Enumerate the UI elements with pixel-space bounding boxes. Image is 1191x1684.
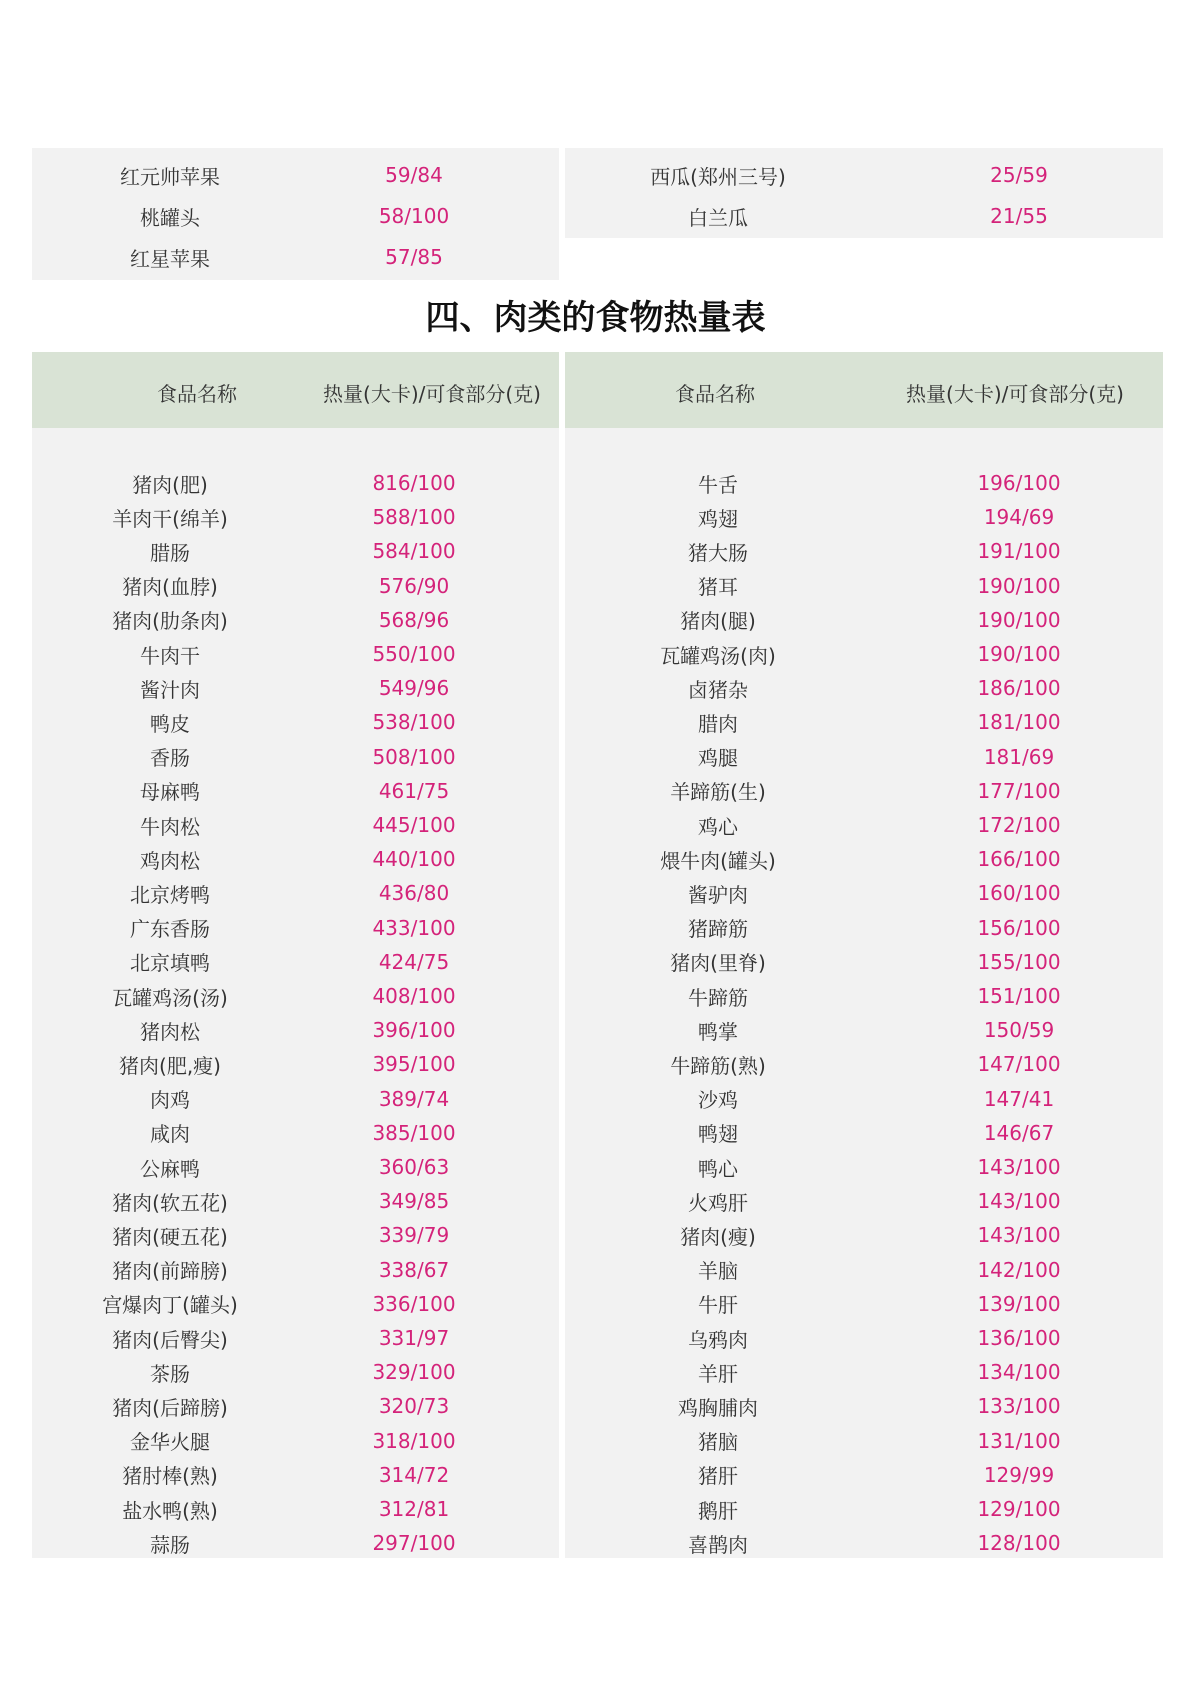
- calorie-value: 139/100: [977, 1291, 1061, 1316]
- meat-table-right-header: [565, 352, 1163, 428]
- calorie-value: 59/84: [385, 163, 443, 187]
- table-row: [70, 240, 494, 274]
- calorie-value: 155/100: [977, 949, 1061, 974]
- food-name: 白兰瓜: [688, 205, 748, 230]
- food-name: 猪大肠: [688, 540, 748, 565]
- calorie-value: 128/100: [977, 1531, 1061, 1556]
- table-row: [70, 158, 494, 192]
- section-title: 四、肉类的食物热量表: [425, 298, 766, 338]
- calorie-value: 134/100: [977, 1360, 1061, 1385]
- calorie-value: 191/100: [977, 539, 1061, 564]
- food-name: 猪脑: [698, 1430, 738, 1455]
- food-name: 鸡肉松: [140, 848, 200, 873]
- table-row: [618, 1492, 1099, 1526]
- food-name: 卤猪杂: [688, 677, 748, 702]
- table-row: [70, 534, 494, 568]
- food-name: 牛肉松: [140, 814, 200, 839]
- food-name: 肉鸡: [150, 1088, 190, 1113]
- table-row: [70, 1082, 494, 1116]
- table-row: [618, 199, 1099, 233]
- table-row: [70, 637, 494, 671]
- calorie-value: 133/100: [977, 1394, 1061, 1419]
- food-name: 猪肉(里脊): [670, 951, 766, 976]
- calorie-value: 549/96: [378, 676, 450, 701]
- food-name: 牛肉干: [140, 643, 200, 668]
- table-row: [70, 1184, 494, 1218]
- table-row: [618, 603, 1099, 637]
- food-name: 酱汁肉: [140, 677, 200, 702]
- food-name: 金华火腿: [130, 1430, 210, 1455]
- calorie-value: 194/69: [983, 505, 1055, 530]
- food-name: 羊肝: [698, 1361, 738, 1386]
- table-row: [618, 842, 1099, 876]
- food-name: 北京填鸭: [130, 951, 210, 976]
- calorie-value: 143/100: [977, 1223, 1061, 1248]
- table-row: [618, 466, 1099, 500]
- table-row: [70, 1389, 494, 1423]
- table-row: [618, 1389, 1099, 1423]
- table-row: [618, 774, 1099, 808]
- table-row: [618, 1082, 1099, 1116]
- food-name: 瓦罐鸡汤(汤): [112, 985, 228, 1010]
- calorie-value: 588/100: [372, 505, 456, 530]
- calorie-value: 433/100: [372, 915, 456, 940]
- calorie-value: 320/73: [378, 1394, 450, 1419]
- calorie-value: 58/100: [378, 204, 450, 228]
- table-row: [70, 1150, 494, 1184]
- food-name: 咸肉: [150, 1122, 190, 1147]
- food-name: 鸭翅: [698, 1122, 738, 1147]
- table-row: [618, 1424, 1099, 1458]
- table-row: [70, 808, 494, 842]
- calorie-value: 190/100: [977, 573, 1061, 598]
- food-name: 猪肉(软五花): [112, 1190, 228, 1215]
- calorie-value: 424/75: [378, 949, 450, 974]
- food-name: 广东香肠: [130, 917, 210, 942]
- calorie-value: 339/79: [378, 1223, 450, 1248]
- food-name: 红元帅苹果: [120, 164, 220, 189]
- calorie-value: 461/75: [378, 778, 450, 803]
- table-row: [70, 1253, 494, 1287]
- food-name: 羊肉干(绵羊): [112, 506, 228, 531]
- table-row: [618, 1218, 1099, 1252]
- calorie-value: 131/100: [977, 1428, 1061, 1453]
- food-name: 猪肉松: [140, 1019, 200, 1044]
- table-row: [70, 1047, 494, 1081]
- calorie-value: 440/100: [372, 847, 456, 872]
- calorie-value: 186/100: [977, 676, 1061, 701]
- table-row: [70, 1355, 494, 1389]
- calorie-value: 181/100: [977, 710, 1061, 735]
- food-name: 鹅肝: [698, 1498, 738, 1523]
- food-name: 酱驴肉: [688, 882, 748, 907]
- meat-table-left-header: [32, 352, 559, 428]
- food-name: 北京烤鸭: [130, 882, 210, 907]
- table-row: [70, 1218, 494, 1252]
- calorie-value: 190/100: [977, 642, 1061, 666]
- food-name: 猪肝: [698, 1464, 738, 1489]
- table-row: [618, 1526, 1099, 1560]
- table-row: [70, 979, 494, 1013]
- calorie-value: 395/100: [372, 1052, 456, 1077]
- calorie-value: 550/100: [372, 642, 456, 666]
- table-row: [618, 808, 1099, 842]
- calorie-value: 177/100: [977, 778, 1061, 803]
- calorie-value: 436/80: [378, 881, 450, 906]
- calorie-value: 396/100: [372, 1018, 456, 1043]
- table-row: [70, 774, 494, 808]
- food-name: 蒜肠: [150, 1532, 190, 1557]
- food-name: 鸭心: [698, 1156, 738, 1181]
- table-row: [618, 1458, 1099, 1492]
- table-row: [618, 705, 1099, 739]
- calorie-value: 816/100: [372, 471, 456, 495]
- food-name: 煨牛肉(罐头): [660, 848, 776, 873]
- calorie-value: 150/59: [983, 1018, 1055, 1043]
- food-name: 乌鸦肉: [688, 1327, 748, 1352]
- calorie-value: 21/55: [990, 204, 1048, 228]
- food-name: 猪肉(后蹄膀): [112, 1395, 228, 1420]
- table-row: [70, 671, 494, 705]
- calorie-value: 338/67: [378, 1257, 450, 1282]
- calorie-value: 129/100: [977, 1497, 1061, 1521]
- table-row: [618, 911, 1099, 945]
- calorie-value: 156/100: [977, 915, 1061, 940]
- table-row: [618, 500, 1099, 534]
- calorie-value: 538/100: [372, 710, 456, 735]
- table-row: [618, 1355, 1099, 1389]
- food-name: 猪肉(肋条肉): [112, 609, 228, 634]
- header-name-col: 食品名称: [157, 382, 237, 406]
- calorie-value: 336/100: [372, 1291, 456, 1316]
- food-name: 猪肉(硬五花): [112, 1224, 228, 1249]
- calorie-value: 147/41: [983, 1086, 1055, 1111]
- food-name: 腊肠: [150, 540, 190, 565]
- table-row: [70, 500, 494, 534]
- table-row: [70, 1013, 494, 1047]
- food-name: 羊蹄筋(生): [670, 780, 766, 805]
- food-name: 羊脑: [698, 1259, 738, 1284]
- calorie-value: 147/100: [977, 1052, 1061, 1077]
- food-name: 香肠: [150, 746, 190, 771]
- calorie-value: 129/99: [983, 1462, 1055, 1487]
- calorie-value: 568/96: [378, 607, 450, 632]
- food-name: 腊肉: [698, 711, 738, 736]
- calorie-value: 166/100: [977, 847, 1061, 872]
- header-value-col: 热量(大卡)/可食部分(克): [323, 382, 541, 406]
- table-row: [70, 1458, 494, 1492]
- calorie-value: 360/63: [378, 1155, 450, 1179]
- calorie-value: 181/69: [983, 744, 1055, 769]
- table-row: [70, 945, 494, 979]
- table-row: [618, 1116, 1099, 1150]
- calorie-value: 57/85: [385, 245, 443, 269]
- table-row: [70, 1526, 494, 1560]
- food-name: 猪肉(肥): [132, 472, 208, 497]
- table-row: [618, 1184, 1099, 1218]
- food-name: 牛蹄筋: [688, 985, 748, 1010]
- food-name: 西瓜(郑州三号): [650, 164, 786, 189]
- food-name: 猪肉(前蹄膀): [112, 1259, 228, 1284]
- calorie-value: 160/100: [977, 881, 1061, 906]
- food-name: 母麻鸭: [140, 780, 200, 805]
- table-row: [618, 740, 1099, 774]
- food-name: 猪肉(后臀尖): [112, 1327, 228, 1352]
- table-row: [618, 1321, 1099, 1355]
- table-row: [70, 569, 494, 603]
- table-row: [70, 1492, 494, 1526]
- calorie-value: 312/81: [378, 1497, 450, 1521]
- table-row: [618, 637, 1099, 671]
- header-value-col: 热量(大卡)/可食部分(克): [906, 382, 1124, 406]
- food-name: 鸡胸脯肉: [678, 1395, 758, 1420]
- calorie-value: 349/85: [378, 1189, 450, 1214]
- food-name: 喜鹊肉: [688, 1532, 748, 1557]
- calorie-value: 172/100: [977, 813, 1061, 837]
- table-row: [618, 569, 1099, 603]
- table-row: [618, 534, 1099, 568]
- calorie-value: 151/100: [977, 984, 1061, 1008]
- food-name: 鸡心: [698, 814, 738, 839]
- header-name-col: 食品名称: [675, 382, 755, 406]
- table-row: [70, 911, 494, 945]
- food-name: 猪蹄筋: [688, 917, 748, 942]
- food-name: 猪肉(瘦): [680, 1224, 756, 1249]
- calorie-value: 143/100: [977, 1189, 1061, 1214]
- table-row: [618, 1150, 1099, 1184]
- calorie-value: 331/97: [378, 1326, 450, 1350]
- food-name: 瓦罐鸡汤(肉): [660, 643, 776, 668]
- table-row: [618, 945, 1099, 979]
- calorie-value: 142/100: [977, 1257, 1061, 1282]
- food-name: 鸭皮: [150, 711, 190, 736]
- table-row: [618, 1013, 1099, 1047]
- calorie-value: 146/67: [983, 1120, 1055, 1145]
- food-name: 鸡腿: [698, 746, 738, 771]
- calorie-value: 508/100: [372, 744, 456, 769]
- calorie-value: 329/100: [372, 1360, 456, 1385]
- table-row: [70, 603, 494, 637]
- food-name: 鸭掌: [698, 1019, 738, 1044]
- table-row: [70, 876, 494, 910]
- calorie-value: 196/100: [977, 471, 1061, 495]
- calorie-value: 584/100: [372, 539, 456, 564]
- calorie-value: 318/100: [372, 1428, 456, 1453]
- calorie-value: 445/100: [372, 813, 456, 837]
- food-name: 盐水鸭(熟): [122, 1498, 218, 1523]
- food-name: 猪肉(血脖): [122, 575, 218, 600]
- table-row: [70, 199, 494, 233]
- calorie-value: 576/90: [378, 573, 450, 598]
- table-row: [618, 1253, 1099, 1287]
- calorie-value: 297/100: [372, 1531, 456, 1556]
- table-row: [70, 466, 494, 500]
- food-name: 火鸡肝: [688, 1190, 748, 1215]
- food-name: 宫爆肉丁(罐头): [102, 1293, 238, 1318]
- food-name: 猪肉(腿): [680, 609, 756, 634]
- food-name: 牛舌: [698, 472, 738, 497]
- table-row: [70, 740, 494, 774]
- table-row: [70, 842, 494, 876]
- table-row: [618, 158, 1099, 192]
- table-row: [618, 671, 1099, 705]
- food-name: 茶肠: [150, 1361, 190, 1386]
- calorie-value: 190/100: [977, 607, 1061, 632]
- table-row: [618, 1287, 1099, 1321]
- food-name: 牛蹄筋(熟): [670, 1053, 766, 1078]
- food-name: 猪肘棒(熟): [122, 1464, 218, 1489]
- food-name: 牛肝: [698, 1293, 738, 1318]
- food-name: 猪耳: [698, 575, 738, 600]
- food-name: 红星苹果: [130, 246, 210, 271]
- table-row: [618, 876, 1099, 910]
- table-row: [70, 1424, 494, 1458]
- food-name: 公麻鸭: [140, 1156, 200, 1181]
- food-name: 猪肉(肥,瘦): [119, 1053, 221, 1078]
- calorie-value: 25/59: [990, 163, 1048, 187]
- table-row: [618, 1047, 1099, 1081]
- food-name: 鸡翅: [698, 506, 738, 531]
- food-name: 沙鸡: [698, 1088, 738, 1113]
- table-row: [70, 1116, 494, 1150]
- table-row: [70, 705, 494, 739]
- table-row: [618, 979, 1099, 1013]
- calorie-value: 143/100: [977, 1155, 1061, 1179]
- calorie-value: 408/100: [372, 984, 456, 1008]
- calorie-value: 136/100: [977, 1326, 1061, 1350]
- table-row: [70, 1321, 494, 1355]
- table-row: [70, 1287, 494, 1321]
- calorie-value: 385/100: [372, 1120, 456, 1145]
- food-name: 桃罐头: [140, 205, 200, 230]
- calorie-value: 389/74: [378, 1086, 450, 1111]
- calorie-value: 314/72: [378, 1462, 450, 1487]
